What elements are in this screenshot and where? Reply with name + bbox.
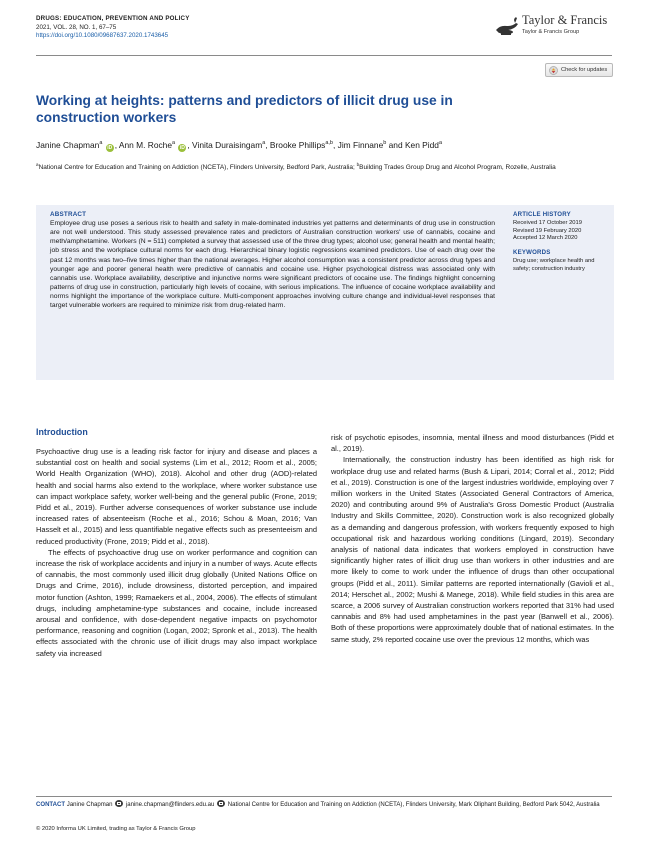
contact-email[interactable]: janine.chapman@flinders.edu.au [125, 802, 215, 808]
author[interactable]: Ann M. Roche$^a$ [118, 140, 176, 150]
article-title: Working at heights: patterns and predictors of illicit drug use in construction workers [36, 93, 453, 125]
article-history-heading: ARTICLE HISTORY [513, 211, 571, 218]
author[interactable]: Brooke Phillips$^{a,b}$ [269, 140, 333, 150]
check-updates-icon [549, 66, 558, 75]
abstract-text: Employee drug use poses a serious risk to health and safety in male-dominated industries yet patterns and determinants of drug use in construction are not well understood. This study assessed prevalence rates and predictors of Australian construction workers' use of cannabis, cocaine and meth/amphetamine. Workers (N = 511) completed a survey that assessed use of the three drug types; alcohol use; general health and mental health; job stress and the workplace cultural norms for each drug. Hierarchical binary logistic regressions examined predictors. Use of each drug over the past 12 months was two–five times higher than the national averages. Higher alcohol consumption was a consistent predictor across drug types and younger age and poorer general health were predictive of cannabis and cocaine use. Higher psychological distress was associated only with cannabis use. Workplace availability, descriptive and injunctive norms were significant predictors of cocaine use. The findings highlight concerning patterns of drug use in construction, particularly high levels of cocaine, with serious implications. The influence of cocaine workplace availability and norms highlight the importance of the workplace culture. Multi-component approaches involving culture change and individual-level responses that target vulnerable workers are required to minimize risk from drug-related harm. [50, 220, 495, 310]
check-for-updates-button[interactable] [545, 63, 613, 77]
address-icon [217, 800, 225, 807]
contact-info [36, 800, 616, 810]
accepted-date: Accepted 12 March 2020 [513, 235, 578, 242]
copyright: © 2020 Informa UK Limited, trading as Taylor & Francis Group [36, 826, 196, 832]
footer-divider [36, 796, 612, 797]
orcid-icon[interactable]: iD [179, 145, 185, 151]
email-icon [115, 800, 123, 807]
publisher-group: Taylor & Francis Group [522, 29, 580, 35]
body-column-right [331, 432, 614, 645]
received-date: Received 17 October 2019 [513, 219, 582, 226]
revised-date: Revised 19 February 2020 [513, 227, 582, 234]
publisher-name: Taylor & Francis [522, 13, 608, 27]
orcid-icon[interactable]: iD [107, 145, 113, 151]
author-list: Janine Chapman$^a$ iD , Ann M. Roche$^a$ iD , Vinita Duraisingam$^a$, Brooke Phillips$^{a,b}$, Jim Finnane$^b$ and Ken Pidd$^a$ [36, 140, 443, 151]
paragraph: Internationally, the construction industry has been identified as high risk for workplace drug use and related harms (Bush & Lipari, 2014; Corral et al., 2012; Pidd et al., 2019). Construction is one of the largest industries worldwide, employing over 7 million workers in the United States (Associated General Contractors of America, 2020) and contributing around 9% of Australia's Gross Domestic Product (Australia Industry and Skills Committee, 2020). Construction work is also recognized globally as a demanding and dangerous profession, with workers frequently exposed to high occupational risk and hazardous working conditions (Lingard, 2019). Secondary analysis of national data indicates that workers employed in construction have significantly higher rates of illicit drug use than workers in other industries and are more likely to come to work under the influence of drugs than other occupational groups (Pidd et al., 2011). Similar patterns are reported internationally (Gavioli et al., 2014; Herschet al., 2002; Mushi & Manege, 2018). While field studies in this area are scarce, a 2006 survey of Australian construction workers reported that 31% had used cannabis and 8% had used amphetamines in the past year (Banwell et al., 2006). Both of these proportions were approximately double that of national estimates. In the same study, 2% reported cocaine use over the previous 12 months, which was [331, 455, 614, 644]
article-sidebar [513, 211, 613, 274]
check-updates-label: Check for updates [561, 67, 608, 73]
abstract-heading: ABSTRACT [50, 211, 87, 218]
introduction-heading: Introduction [36, 427, 88, 437]
contact-label: CONTACT [36, 802, 66, 808]
oil-lamp-icon [494, 14, 520, 38]
body-column-left [36, 446, 317, 659]
contact-address: National Centre for Education and Training on Addiction (NCETA), Flinders University, Mark Oliphant Building, Bedford Park 5042, Australia [227, 802, 600, 808]
journal-name: DRUGS: EDUCATION, PREVENTION AND POLICY [36, 15, 190, 22]
journal-volume: 2021, VOL. 28, NO. 1, 67–75 [36, 23, 117, 31]
contact-name: Janine Chapman [66, 802, 113, 808]
author[interactable]: Jim Finnane$^b$ [337, 140, 387, 150]
keywords-text: Drug use; workplace health and safety; construction industry [513, 257, 595, 272]
header-divider [36, 55, 612, 56]
paragraph: Psychoactive drug use is a leading risk factor for injury and disease and places a substantial cost on health and social systems (Lim et al., 2012; Room et al., 2005; World Health Organization (WHO), 2018). Alcohol and other drug (AOD)-related health and social harms also extend to the workplace, where worker substance use can impact workplace safety, worker well-being and the general public (Frone, 2019; Pidd et al., 2019). Further adverse consequences of worker substance use include increased rates of absenteeism (Roche et al., 2016; Schou & Moan, 2016; Van Hasselt et al., 2015) and less quantifiable negative effects such as presenteeism and reduced productivity (Frone, 2019; Pidd et al., 2018). [36, 447, 317, 546]
paragraph: The effects of psychoactive drug use on worker performance and cognition can increase the risk of workplace accidents and injury in a number of ways. Acute effects of cannabis, the most commonly used illicit drug globally (United Nations Office on Drugs and Crime, 2016), include drowsiness, distorted perception, and impaired motor function (Ashton, 1999; Ramaekers et al., 2004, 2006). The effects of stimulant drugs, including amphetamine-type substances and cocaine, include increased arousal and confidence, with dose-dependent negative impacts on psychomotor performance, reasoning and cognition (Logan, 2002; Spronk et al., 2013). The health effects associated with the chronic use of illicit drugs may also impact workplace safety via increased [36, 547, 317, 658]
author[interactable]: Vinita Duraisingam$^a$ [192, 140, 266, 150]
paragraph: risk of psychotic episodes, insomnia, mental illness and mood disturbances (Pidd et al., 2019). [331, 433, 614, 454]
doi-link[interactable]: https://doi.org/10.1080/09687637.2020.1743645 [36, 32, 169, 40]
author[interactable]: Ken Pidd$^a$ [404, 140, 443, 150]
keywords-heading: KEYWORDS [513, 249, 551, 257]
publisher-logo[interactable] [494, 13, 612, 49]
journal-header [36, 15, 190, 41]
affiliations: $^a$National Centre for Education and Training on Addiction (NCETA), Flinders University, Bedford Park, Australia; $^b$Building Trades Group Drug and Alcohol Program, Rozelle, Australia [36, 162, 556, 172]
author[interactable]: Janine Chapman$^a$ [36, 140, 103, 150]
